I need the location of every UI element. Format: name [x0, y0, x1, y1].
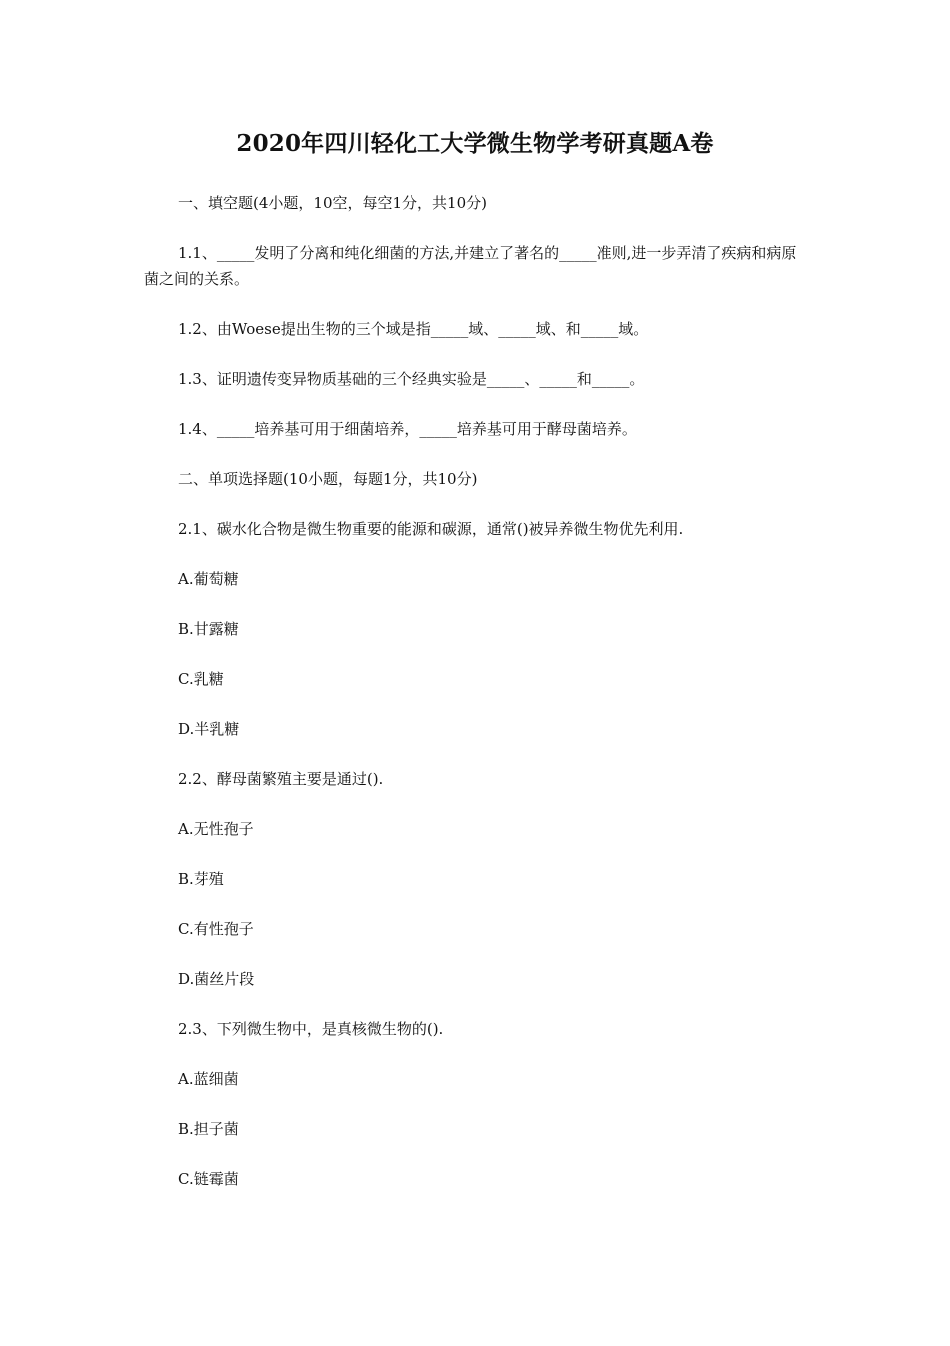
- question-1-4: 1.4、_____培养基可用于细菌培养，_____培养基可用于酵母菌培养。: [178, 420, 637, 438]
- option-2-1-a: A.葡萄糖: [178, 570, 239, 588]
- option-2-1-d: D.半乳糖: [178, 720, 240, 738]
- question-2-1: 2.1、碳水化合物是微生物重要的能源和碳源，通常()被异养微生物优先利用.: [178, 520, 684, 538]
- option-2-2-c: C.有性孢子: [178, 920, 254, 938]
- option-2-1-c: C.乳糖: [178, 670, 224, 688]
- question-1-1: 1.1、_____发明了分离和纯化细菌的方法,并建立了著名的_____准则,进一步弄清了疾病和病原菌之间的关系。: [144, 244, 797, 288]
- question-1-3: 1.3、证明遗传变异物质基础的三个经典实验是_____、_____和_____。: [178, 370, 645, 388]
- option-2-3-b: B.担子菌: [178, 1120, 239, 1138]
- option-2-2-b: B.芽殖: [178, 870, 224, 888]
- section-heading-fill-in: 一、填空题(4小题，10空，每空1分，共10分): [178, 194, 487, 212]
- section-heading-multiple-choice: 二、单项选择题(10小题，每题1分，共10分): [178, 470, 478, 488]
- option-2-3-c: C.链霉菌: [178, 1170, 239, 1188]
- option-2-1-b: B.甘露糖: [178, 620, 239, 638]
- option-2-2-a: A.无性孢子: [178, 820, 254, 838]
- option-2-2-d: D.菌丝片段: [178, 970, 255, 988]
- option-2-3-a: A.蓝细菌: [178, 1070, 239, 1088]
- question-1-2: 1.2、由Woese提出生物的三个域是指_____域、_____域、和_____域。: [178, 320, 649, 338]
- document-title: 2020年四川轻化工大学微生物学考研真题A卷: [236, 130, 714, 157]
- question-2-2: 2.2、酵母菌繁殖主要是通过().: [178, 770, 384, 788]
- question-2-3: 2.3、下列微生物中，是真核微生物的().: [178, 1020, 444, 1038]
